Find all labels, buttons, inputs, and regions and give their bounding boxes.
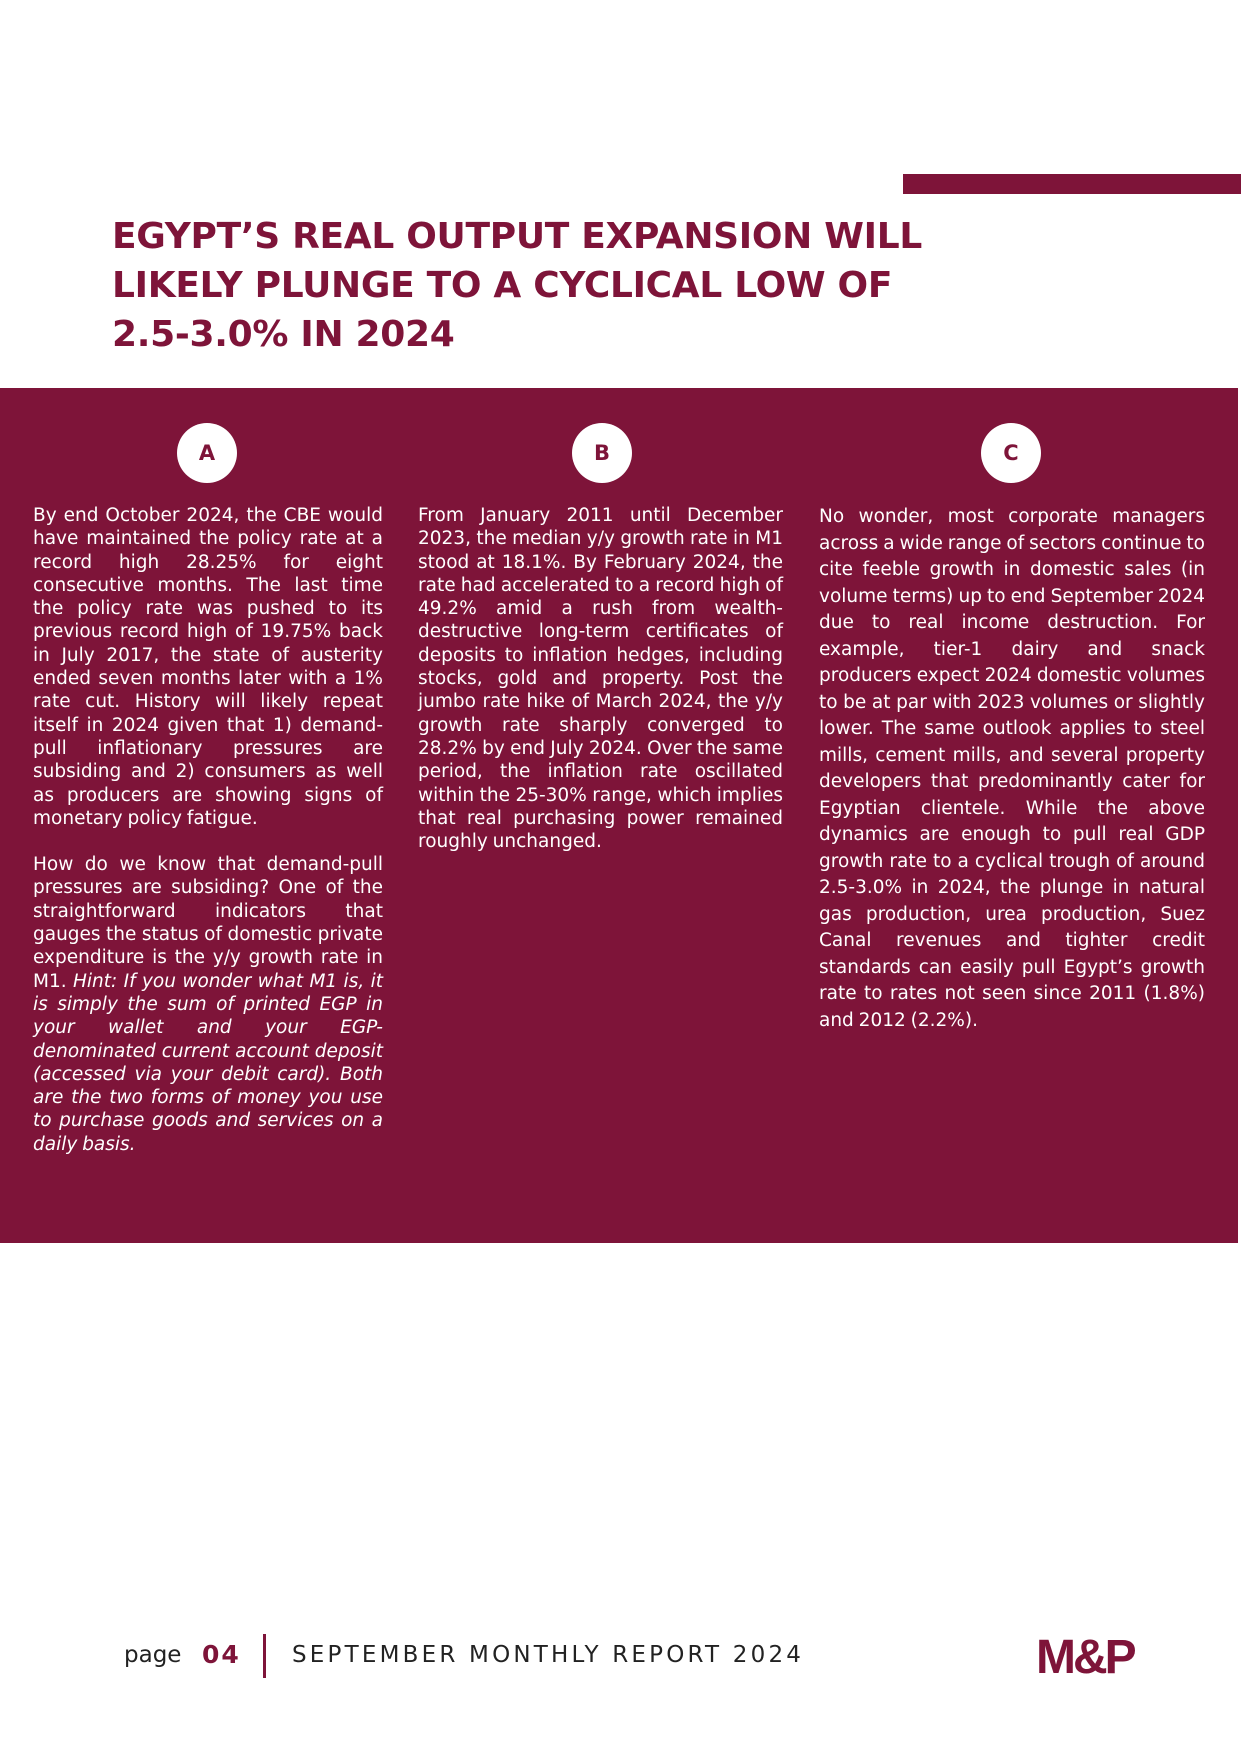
column-c: [819, 504, 1205, 1034]
column-b: [418, 504, 783, 853]
column-c-paragraph-1: No wonder, most corporate managers across a wide range of sectors continue to cite feeble growth in domestic sales (in volume terms) up to end September 2024 due to real income destruction. For example, tier-1 dairy and snack producers expect 2024 domestic volumes to be at par with 2023 volumes or slightly lower. The same outlook applies to steel mills, cement mills, and several property developers that predominantly cater for Egyptian clientele. While the above dynamics are enough to pull real GDP growth rate to a cyclical trough of around 2.5-3.0% in 2024, the plunge in natural gas production, urea production, Suez Canal revenues and tighter credit standards can easily pull Egypt’s growth rate to rates not seen since 2011 (1.8%) and 2012 (2.2%).: [819, 506, 1205, 1031]
column-b-paragraph-1: From January 2011 until December 2023, the median y/y growth rate in M1 stood at 18.1%. By February 2024, the rate had accelerated to a record high of 49.2% amid a rush from wealth-destructive long-term certificates of deposits to inflation hedges, including stocks, gold and property. Post the jumbo rate hike of March 2024, the y/y growth rate sharply converged to 28.2% by end July 2024. Over the same period, the inflation rate oscillated within the 25-30% range, which implies that real purchasing power remained roughly unchanged.: [418, 505, 783, 853]
column-a-paragraph-2: [33, 853, 383, 1156]
column-a-paragraph-1: By end October 2024, the CBE would have maintained the policy rate at a record high 28.25% for eight consecutive months. The last time the policy rate was pushed to its previous record high of 19.75% back in July 2017, the state of austerity ended seven months later with a 1% rate cut. History will likely repeat itself in 2024 given that 1) demand-pull inflationary pressures are subsiding and 2) consumers as well as producers are showing signs of monetary policy fatigue.: [33, 505, 383, 829]
column-a-hint: Hint: If you wonder what M1 is, it is simply the sum of printed EGP in your wallet and your EGP-denominated current account deposit (accessed via your debit card). Both are the two forms of money you use to purchase goods and services on a daily basis.: [33, 970, 383, 1155]
badge-b: B: [572, 423, 632, 483]
badge-a: A: [177, 423, 237, 483]
footer-divider: [263, 1634, 266, 1678]
page-label: page: [124, 1642, 182, 1668]
page-title: [112, 212, 1012, 359]
column-a-paragraph-2-text: How do we know that demand-pull pressures are subsiding? One of the straightforward indicators that gauges the status of domestic private expenditure is the y/y growth rate in M1.: [33, 854, 383, 992]
page-footer: [0, 1630, 1241, 1684]
content-panel: [0, 388, 1238, 1243]
badge-c: C: [981, 423, 1041, 483]
title-line-3: 2.5-3.0% IN 2024: [112, 314, 455, 355]
brand-logo: M&P: [1036, 1631, 1134, 1684]
title-line-1: EGYPT’S REAL OUTPUT EXPANSION WILL: [112, 216, 923, 257]
title-line-2: LIKELY PLUNGE TO A CYCLICAL LOW OF: [112, 265, 893, 306]
header-accent-bar: [903, 174, 1241, 194]
page-number: 04: [202, 1640, 241, 1669]
report-title: SEPTEMBER MONTHLY REPORT 2024: [292, 1642, 805, 1668]
column-a: [33, 504, 383, 1156]
